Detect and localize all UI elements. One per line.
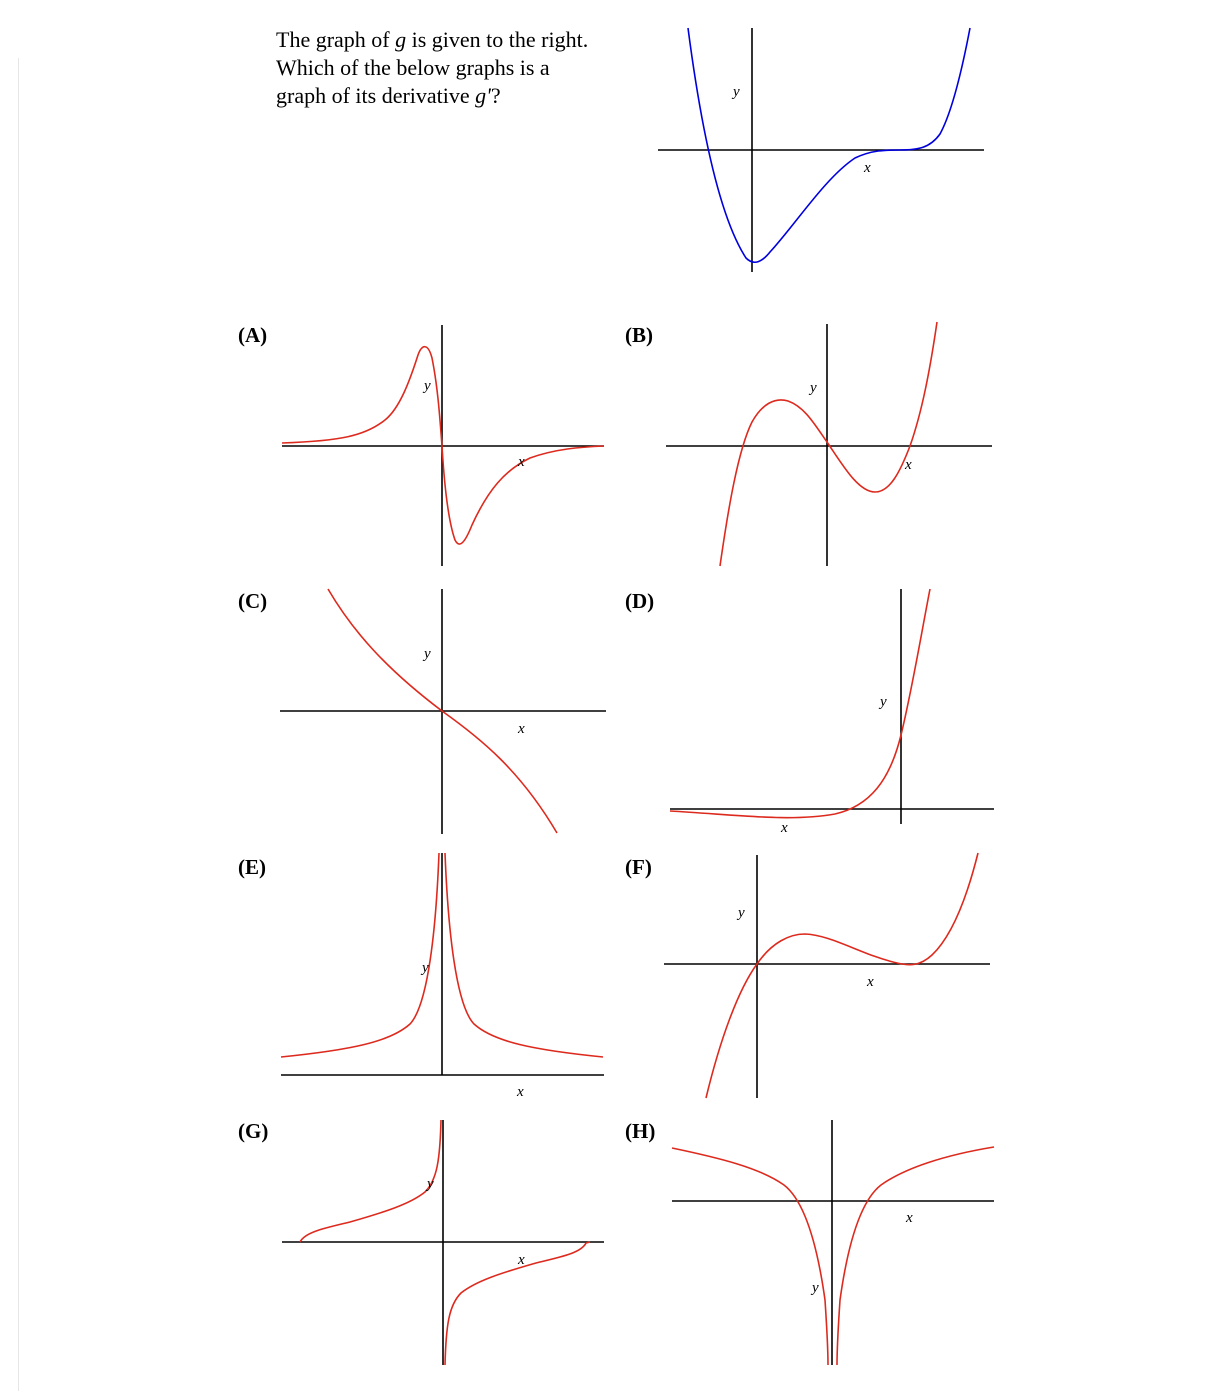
graph-g: [658, 28, 984, 272]
option-label-c[interactable]: (C): [238, 589, 268, 613]
graph-d-curve: [670, 589, 930, 818]
graph-e-curve-right: [445, 853, 603, 1057]
graph-d-x-label: x: [781, 820, 788, 836]
graph-e-curve-left: [281, 853, 439, 1057]
option-label-e[interactable]: (E): [238, 855, 266, 879]
graph-b-x-label: x: [905, 457, 912, 473]
graph-h[interactable]: [672, 1120, 994, 1365]
graph-f-x-label: x: [867, 974, 874, 990]
graph-a[interactable]: [282, 325, 604, 566]
graph-h-y-label: y: [812, 1280, 819, 1296]
question-line-3: graph of its derivative g'?: [276, 83, 501, 108]
graph-e[interactable]: [281, 853, 604, 1100]
option-label-g[interactable]: (G): [238, 1119, 269, 1143]
graph-d[interactable]: [670, 589, 994, 836]
option-label-a[interactable]: (A): [238, 323, 268, 347]
graph-g-curve: [688, 28, 970, 262]
graph-c-y-label: y: [424, 646, 431, 662]
graph-a-y-label: y: [424, 378, 431, 394]
graph-c-x-label: x: [518, 721, 525, 737]
option-label-d[interactable]: (D): [625, 589, 655, 613]
graph-g-x-label: x: [864, 160, 871, 176]
graph-h-x-label: x: [906, 1210, 913, 1226]
option-label-b[interactable]: (B): [625, 323, 653, 347]
graph-b-y-label: y: [810, 380, 817, 396]
graph-g-option-curve-left: [300, 1120, 441, 1242]
question-line-2: Which of the below graphs is a: [276, 55, 550, 80]
graph-b-curve: [720, 322, 937, 566]
graph-f-curve: [706, 853, 978, 1098]
option-label-f[interactable]: (F): [625, 855, 652, 879]
question-line-1: The graph of g is given to the right.: [276, 27, 589, 52]
graph-h-curve-left: [672, 1148, 828, 1365]
graph-e-y-label: y: [422, 960, 429, 976]
graph-g-option[interactable]: [282, 1120, 604, 1365]
graph-b[interactable]: [666, 322, 992, 566]
graph-c[interactable]: [280, 589, 606, 834]
graph-e-x-label: x: [517, 1084, 524, 1100]
graph-f[interactable]: [664, 853, 990, 1098]
graph-d-y-label: y: [880, 694, 887, 710]
graph-g-option-y-label: y: [427, 1176, 434, 1192]
graph-f-y-label: y: [738, 905, 745, 921]
graph-g-y-label: y: [733, 84, 740, 100]
graph-h-curve-right: [837, 1147, 994, 1365]
graph-a-x-label: x: [518, 454, 525, 470]
graph-g-option-x-label: x: [518, 1252, 525, 1268]
option-label-h[interactable]: (H): [625, 1119, 656, 1143]
